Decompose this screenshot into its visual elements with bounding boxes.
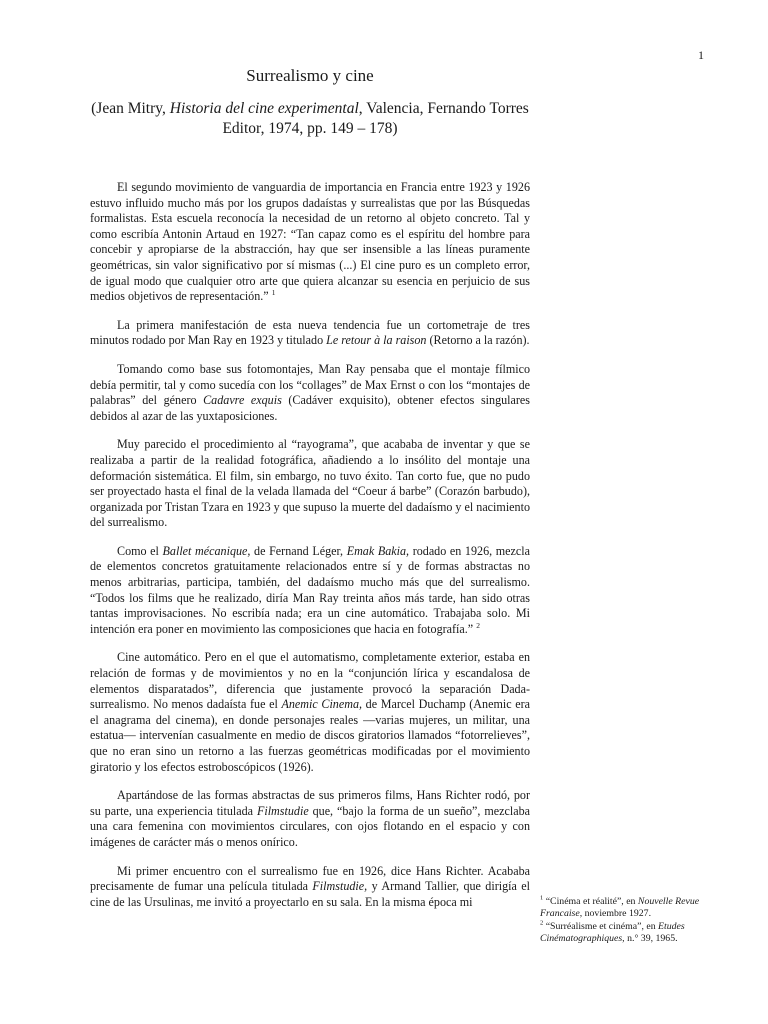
footnote-1	[540, 896, 716, 921]
film-title-ballet-mecanique: Ballet mécanique,	[162, 543, 251, 558]
film-title-emak-bakia: Emak Bakia,	[346, 543, 410, 558]
paragraph-4	[90, 437, 530, 531]
paragraph-7	[90, 788, 530, 850]
paragraph-6-text-b: de Marcel Duchamp (Anemic era el anagrama del cinema), en donde personajes reales —varias mujeres, un militar, una estatua— intervenían casualmente en medio de discos giratorios llamados “fotorrelieves”, que no eran sino un retorno a las fuerzas geométricas modificadas por el movimiento giratorio y los efectos estroboscópicos (1926).	[90, 697, 530, 774]
document-title: Surrealismo y cine	[246, 66, 374, 85]
paragraph-8-text-b: y Armand Tallier, que dirigía el cine de las Ursulinas, me invitó a proyectarlo en su sala. En la misma época mi	[90, 879, 530, 909]
paragraph-5-text-c: rodado en 1926, mezcla de elementos concretos gratuitamente relacionados entre sí y de formas abstractas no menos arbitrarias, participa, también, del dadaísmo mucho más que del surrealismo. “Todos los films que he realizado, diría Man Ray treinta años más tarde, han sido otras tantas improvisaciones. No escribía nada; era un cine automático. Trabajaba solo. Mi intención era poner en movimiento las composiciones que hacia en fotografía.”	[90, 543, 530, 636]
paragraph-1	[90, 180, 530, 305]
footnote-ref-1[interactable]: 1	[271, 288, 276, 298]
subtitle-open: (Jean Mitry,	[91, 100, 170, 117]
footnote-1-text-b: noviembre 1927.	[582, 908, 652, 920]
document-subtitle	[90, 99, 530, 139]
footnote-2-publication: Etudes Cinématographiques,	[540, 920, 685, 945]
footnotes	[540, 896, 716, 946]
footnote-2-text-b: n.° 39, 1965.	[624, 933, 678, 945]
footnote-ref-2[interactable]: 2	[476, 620, 480, 630]
paragraph-1-text: El segundo movimiento de vanguardia de importancia en Francia entre 1923 y 1926 estuvo influido mucho más por los grupos dadaístas y surrealistas que por las Búsquedas formalistas. Esta escuela reconocía la necesidad de un retorno al objeto concreto. Tal y como escribía Antonin Artaud en 1927: “Tan capaz como es el espíritu del hombre para concebir y apropiarse de la abstracción, hay que ser insensible a las líneas puramente geométricas, sin valor significativo por sí mismas (...) El cine puro es un completo error, de igual modo que cualquier otro arte que quiera alcanzar su esencia en perjuicio de sus medios objetivos de representación.”	[90, 180, 530, 304]
film-title-filmstudie: Filmstudie	[256, 803, 309, 818]
film-title-filmstudie-2: Filmstudie,	[312, 879, 368, 894]
footnote-2-text-a: “Surréalisme et cinéma”, en	[543, 920, 659, 932]
page-number: 1	[698, 48, 704, 62]
film-title-anemic-cinema: Anemic Cinema,	[281, 697, 363, 712]
paragraph-2-text-b: (Retorno a la razón).	[426, 333, 530, 348]
paragraph-3	[90, 362, 530, 424]
paragraph-7-text-a: Apartándose de las formas abstractas de sus primeros films, Hans Richter rodó, por su parte, una experiencia titulada	[90, 788, 530, 818]
paragraph-6-text-a: Cine automático. Pero en el que el automatismo, completamente exterior, estaba en relación de formas y de movimientos y no en la “conjunción lírica y escandalosa de elementos disparatados”, diferencia que justamente provocó la separación Dada-surrealismo. No menos dadaísta fue el	[90, 650, 530, 712]
paragraph-7-text-b: que, “bajo la forma de un sueño”, mezclaba una cara femenina con movimientos circulares, con ojos flotando en el espacio y con imágenes de carácter más o menos onírico.	[90, 803, 530, 849]
paragraph-3-text-a: Tomando como base sus fotomontajes, Man Ray pensaba que el montaje fílmico debía permitir, tal y como sucedía con los “collages” de Max Ernst o con los “montajes de palabras” del género	[90, 361, 530, 408]
subtitle-rest: , Valencia, Fernando Torres Editor, 1974, pp. 149 – 178)	[222, 100, 529, 137]
body-text	[90, 180, 530, 923]
paragraph-4-text: Muy parecido el procedimiento al “rayograma”, que acababa de inventar y que se realizaba a partir de la realidad fotográfica, añadiendo a lo insólito del montaje una deformación sistemática. El film, sin embargo, no tuvo éxito. Tan corto fue, que no pudo ser proyectado hasta el final de la velada llamada del “Coeur á barbe” (Corazón barbudo), organizada por Tristan Tzara en 1923 y que supuso la muerte del dadaísmo y el nacimiento del surrealismo.	[90, 437, 530, 530]
footnote-2-mark: 2	[540, 919, 544, 927]
paragraph-5-text-a: Como el	[117, 543, 163, 558]
subtitle-work-title: Historia del cine experimental	[169, 100, 359, 117]
genre-cadavre-exquis: Cadavre exquis	[203, 393, 282, 408]
paragraph-6	[90, 650, 530, 775]
paragraph-8-text-a: Mi primer encuentro con el surrealismo fue en 1926, dice Hans Richter. Acababa precisamente de fumar una película titulada	[90, 863, 530, 894]
paragraph-2	[90, 318, 530, 349]
paragraph-5	[90, 544, 530, 638]
footnote-1-publication: Nouvelle Revue Francaise,	[540, 896, 700, 920]
film-title-le-retour: Le retour à la raison	[326, 333, 427, 348]
paragraph-3-text-b: (Cadáver exquisito), obtener efectos singulares debidos al azar de las yuxtaposiciones.	[90, 393, 530, 423]
paragraph-8	[90, 864, 530, 911]
footnote-2	[540, 921, 716, 946]
footnote-1-text-a: “Cinéma et réalité”, en	[543, 896, 638, 907]
paragraph-5-text-b: de Fernand Léger,	[250, 543, 347, 558]
paragraph-2-text-a: La primera manifestación de esta nueva tendencia fue un cortometraje de tres minutos rodado por Man Ray en 1923 y titulado	[90, 317, 530, 348]
footnote-1-mark: 1	[540, 894, 544, 902]
